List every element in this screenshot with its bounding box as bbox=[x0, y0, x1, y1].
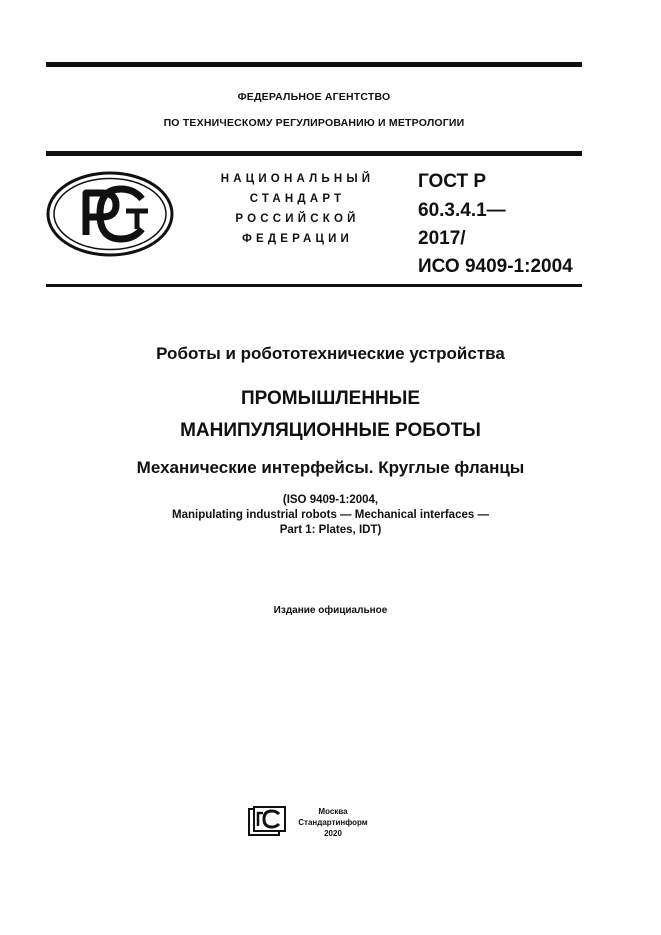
agency-line-2: ПО ТЕХНИЧЕСКОМУ РЕГУЛИРОВАНИЮ И МЕТРОЛОГИИ bbox=[163, 117, 465, 129]
publisher-year: 2020 bbox=[324, 829, 342, 838]
publisher-city: Москва bbox=[318, 807, 348, 816]
publisher-name: Стандартинформ bbox=[298, 818, 368, 827]
series-title: Роботы и робототехнические устройства bbox=[156, 344, 505, 363]
designation-line-1: ГОСТ Р bbox=[418, 171, 487, 192]
document-subtitle: Механические интерфейсы. Круглые фланцы bbox=[136, 458, 525, 477]
standard-type-line-3: РОССИЙСКОЙ bbox=[235, 213, 360, 225]
standard-type-line-2: СТАНДАРТ bbox=[249, 193, 346, 205]
bottom-rule bbox=[46, 284, 582, 287]
original-reference-line-1: (ISO 9409-1:2004, bbox=[282, 494, 379, 506]
edition-label: Издание официальное bbox=[273, 605, 388, 616]
document-title-line-2: МАНИПУЛЯЦИОННЫЕ РОБОТЫ bbox=[180, 420, 481, 441]
standartinform-logo-icon bbox=[248, 806, 286, 836]
standard-type-line-4: ФЕДЕРАЦИИ bbox=[241, 233, 354, 245]
designation-line-4: ИСО 9409-1:2004 bbox=[418, 256, 573, 277]
original-reference-line-3: Part 1: Plates, IDT) bbox=[279, 524, 382, 536]
original-reference-line-2: Manipulating industrial robots — Mechanical interfaces — bbox=[172, 509, 489, 521]
standard-type-line-1: НАЦИОНАЛЬНЫЙ bbox=[220, 173, 375, 185]
middle-rule bbox=[46, 151, 582, 156]
designation-line-2: 60.3.4.1— bbox=[418, 200, 506, 221]
document-title-line-1: ПРОМЫШЛЕННЫЕ bbox=[240, 388, 421, 409]
rst-certification-mark-icon bbox=[46, 171, 174, 257]
top-rule bbox=[46, 62, 582, 67]
agency-line-1: ФЕДЕРАЛЬНОЕ АГЕНТСТВО bbox=[237, 91, 391, 103]
designation-line-3: 2017/ bbox=[418, 228, 466, 249]
